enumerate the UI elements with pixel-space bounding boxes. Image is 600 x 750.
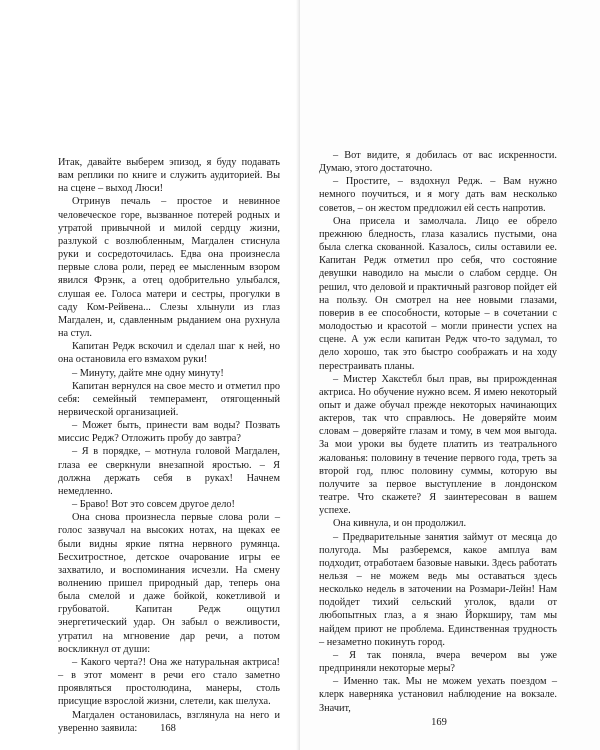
paragraph: – Я так поняла, вчера вечером вы уже предприняли некоторые меры?: [319, 649, 557, 675]
paragraph: – Браво! Вот это совсем другое дело!: [72, 499, 235, 511]
paragraph: Она снова произнесла первые слова роли – голос зазвучал на высоких нотах, на щеках ее были видны яркие пятна нервного румянца. Бесхитростное, детское очарование игры ее захватило, и воспоминания исчезли. На смену волнению пришел природный дар, теперь она была смелой и даже бойкой, кокетливой и грубоватой. Капитан Редж ощутил энергетический удар. Он забыл о вежливости, утратил на мгновение дар речи, а потом воскликнул от души:: [58, 512, 280, 655]
paragraph: – Предварительные занятия займут от месяца до полугода. Мы разберемся, какое амплуа вам подходит, отработаем базовые навыки. Здесь работать нельзя – не можем ведь мы оставаться здесь несколько недель в заточении на Розмари-Лейн! Нам подойдет тихий сельский уголок, вдали от любопытных глаз, а я знаю Йоркширу, там мы найдем приют не проблема. Единственная трудность – незаметно покинуть город.: [319, 531, 557, 648]
paragraph: – Может быть, принести вам воды? Позвать миссис Редж? Отложить пробу до завтра?: [58, 420, 280, 445]
page-number: 168: [160, 723, 176, 734]
paragraph: – Именно так. Мы не можем уехать поездом – клерк наверняка установил наблюдение на вокзале. Значит,: [319, 676, 557, 714]
paragraph: Итак, давайте выберем эпизод, я буду подавать вам реплики по книге и служить аудиторией. Вы на сцене – выход Люси!: [58, 157, 280, 195]
paragraph: Магдален остановилась, взглянула на него и уверенно заявила:: [58, 709, 280, 734]
right-page: [300, 0, 600, 750]
paragraph: – Какого черта?! Она же натуральная актриса! – в этот момент в речи его стало заметно проявляться простолюдина, манеры, столь присущие взрослой жизни, слетели, как шелуха.: [58, 656, 280, 708]
left-page-text: [58, 156, 280, 735]
paragraph: – Простите, – вздохнул Редж. – Вам нужно немного поучиться, и я могу дать вам несколько советов, – он жестом предложил ей сесть напротив.: [319, 176, 557, 214]
paragraph: Капитан Редж вскочил и сделал шаг к ней, но она остановила его взмахом руки!: [58, 341, 280, 366]
paragraph: Она присела и замолчала. Лицо ее обрело прежнюю бледность, глаза казались пустыми, она была слегка скованной. Казалось, силы оставили ее. Капитан Редж отметил про себя, что состояние девушки наводило на мысли о слабом сердце. Он решил, что деловой и практичный разговор пойдет ей на пользу. Он смотрел на нее новыми глазами, поверив в ее способности, которые – в сочетании с молодостью и красотой – могли принести успех на сцене. А уж если капитан Редж что-то задумал, то дело хорошо, так это быстро соображать и на ходу перестраивать планы.: [319, 215, 557, 372]
paragraph: – Мистер Хакстебл был прав, вы прирожденная актриса. Но обучение нужно всем. Я имею некоторый опыт и даже обучал прежде некоторых начинающих актеров, так что справлюсь. Не доверяйте моим словам – доверяйте глазам и тому, в чем моя выгода. За мои уроки вы будете платить из театрального жалованья: половину в течение первого года, треть за второй год, плюс половину суммы, которую вы получите за первое выступление в лондонском театре. Что скажете? Я заинтересован в вашем успехе.: [319, 373, 557, 517]
paragraph: – Вот видите, я добилась от вас искренности. Думаю, этого достаточно.: [319, 150, 557, 175]
paragraph: – Минуту, дайте мне одну минуту!: [72, 367, 224, 379]
paragraph: Она кивнула, и он продолжил.: [333, 518, 467, 530]
paragraph: Отринув печаль – простое и невинное человеческое горе, вызванное потерей родных и утратой привычной и милой сердцу жизни, разлукой с возлюбленным, Магдален стиснула руки и сосредоточилась. Едва она произнесла первые слова роли, перед ее мысленным взором явился Фрэнк, а отец одобрительно улыбался, слушая ее. Голоса матери и сестры, прогулки в саду Ком-Рейвена... Слезы хлынули из глаз Магдален, и, сдавленным рыданием она рухнула на стул.: [58, 196, 280, 340]
paragraph: Капитан вернулся на свое место и отметил про себя: семейный темперамент, отягощенный нервической организацией.: [58, 380, 280, 418]
page-number: 169: [431, 717, 447, 728]
paragraph: – Я в порядке, – мотнула головой Магдален, глаза ее сверкнули внезапной яростью. – Я должна держать себя в руках! Начнем немедленно.: [58, 446, 280, 497]
right-page-text: [319, 149, 557, 715]
